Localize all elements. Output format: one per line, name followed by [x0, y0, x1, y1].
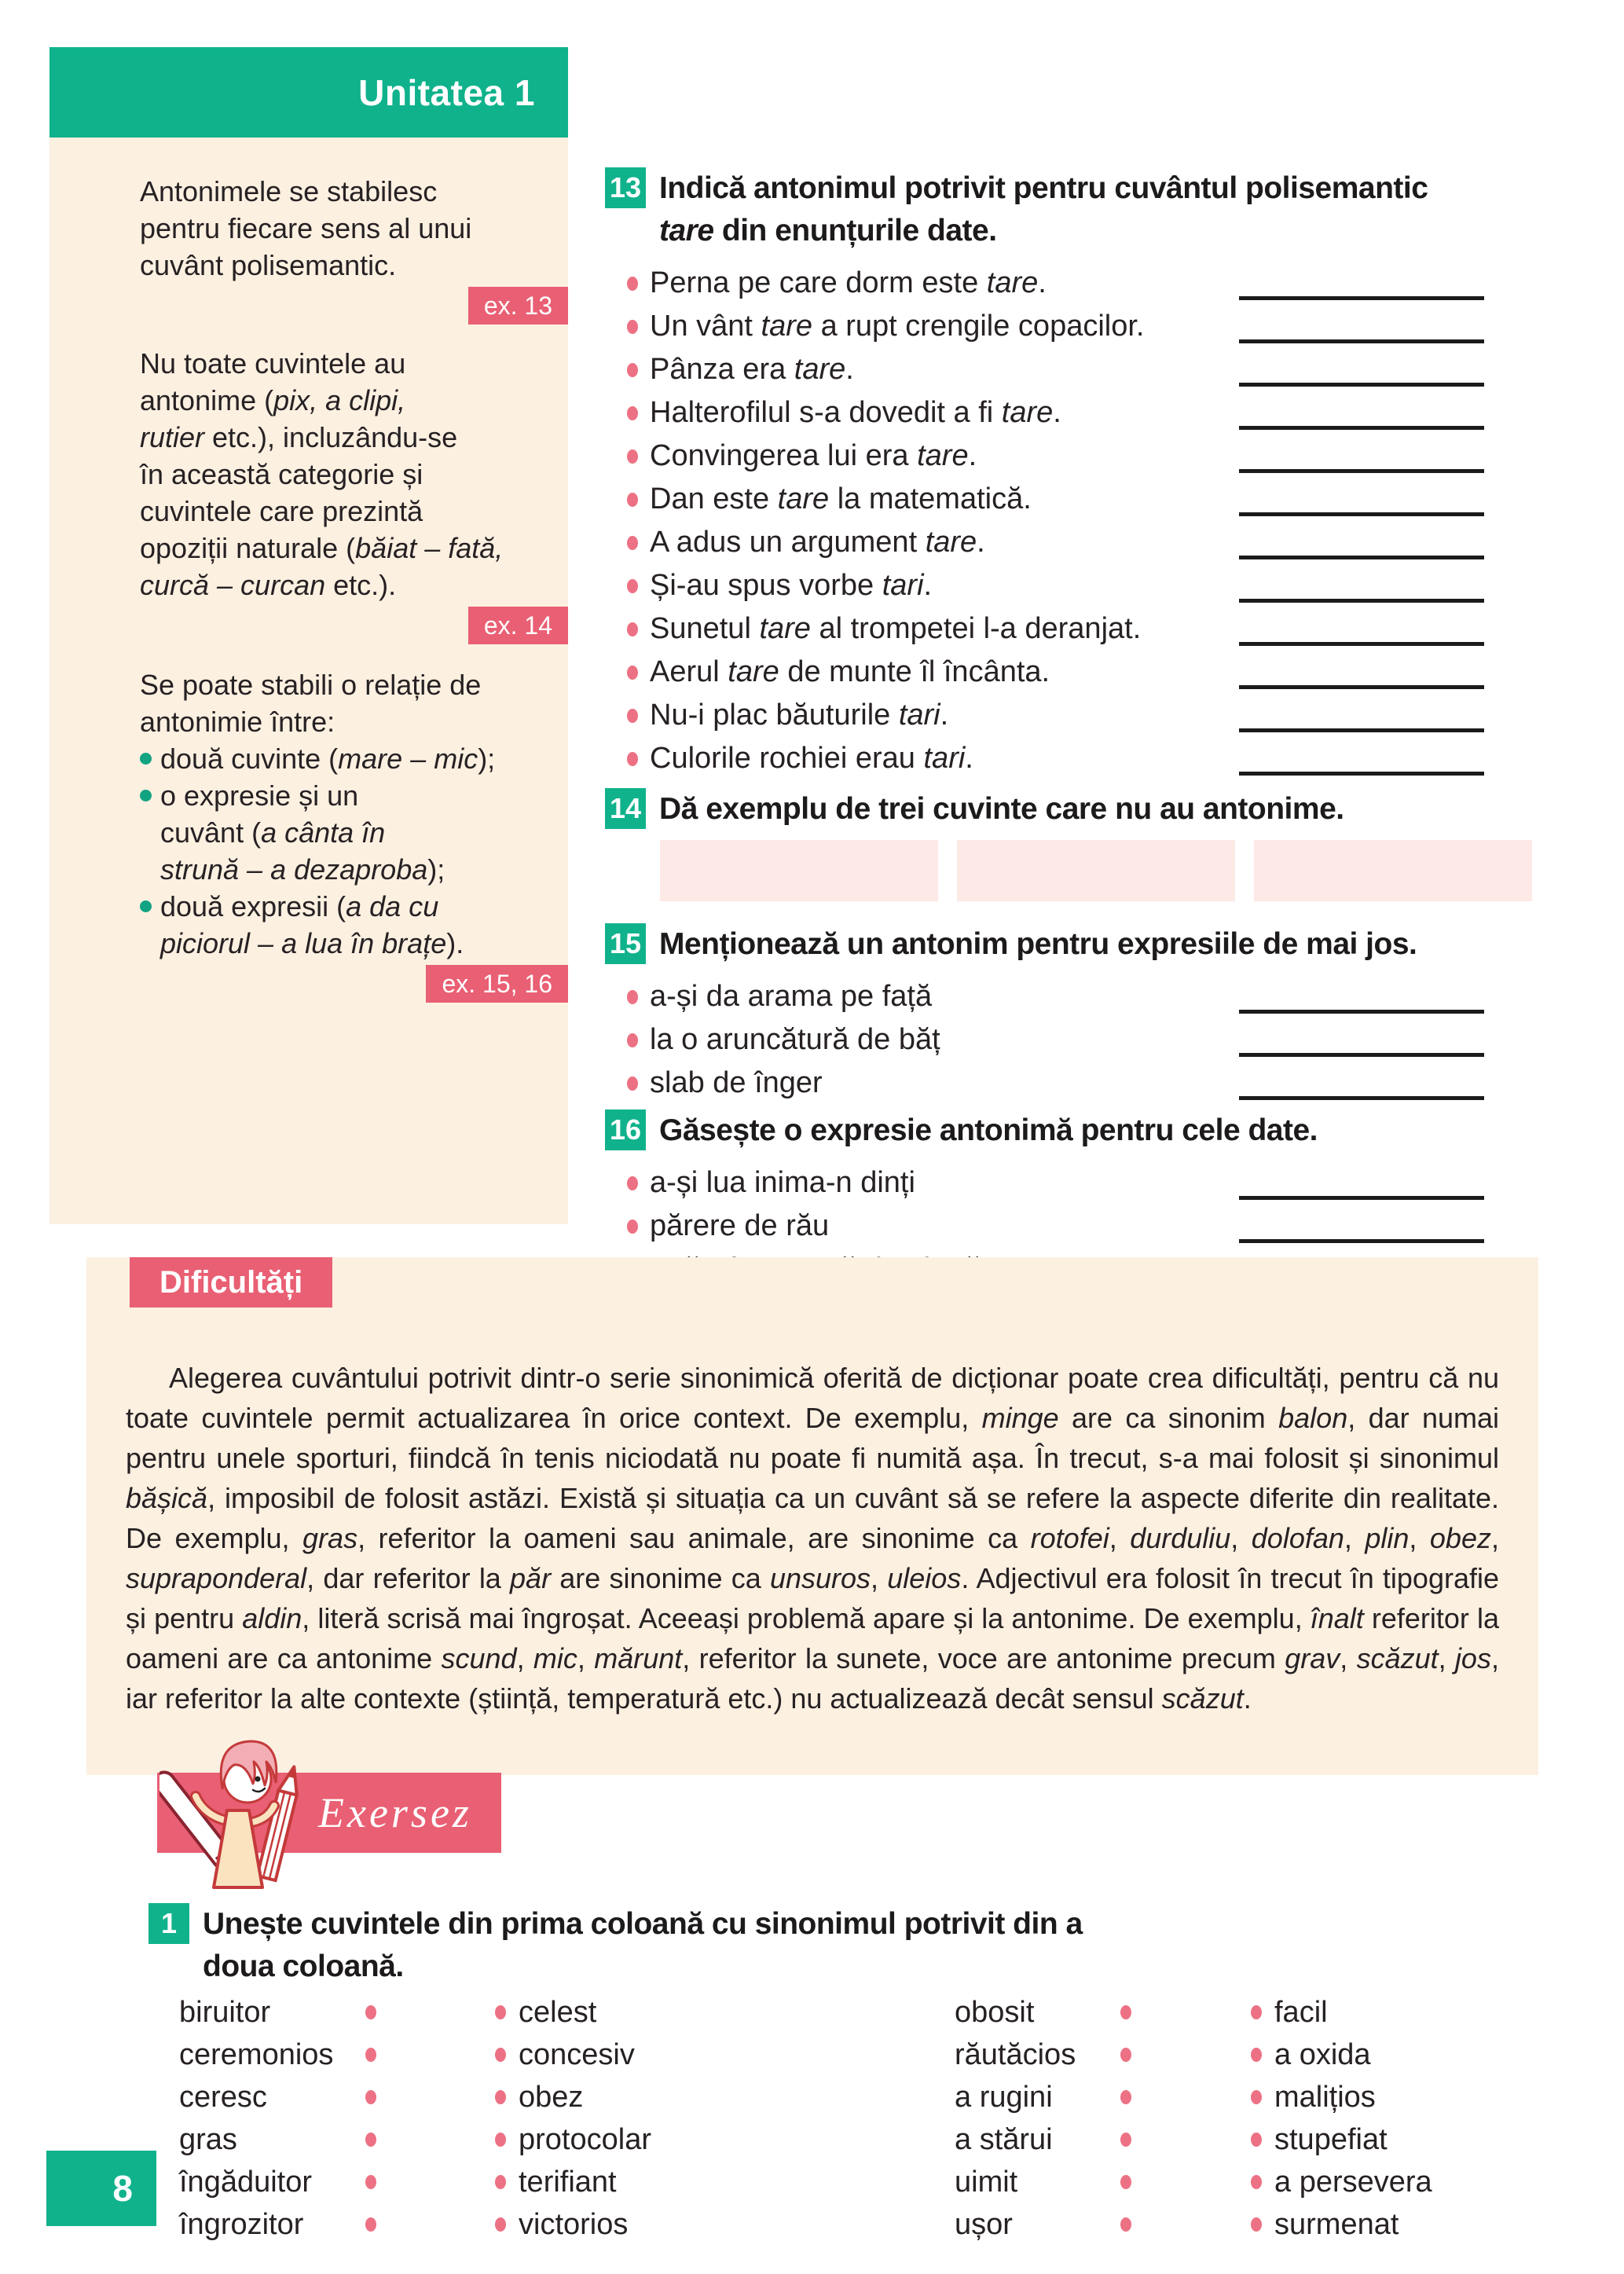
match-word: malițios [1274, 2080, 1376, 2114]
girl-with-pen-illustration [159, 1719, 317, 1898]
exercise-item: a-și da arama pe față [605, 975, 1571, 1018]
bullet-icon [627, 493, 638, 507]
answer-blank[interactable] [1239, 310, 1484, 343]
exersez-label: Exersez [318, 1789, 472, 1836]
exercise-item: Aerul tare de munte îl încânta. [605, 651, 1571, 694]
match-word: obosit [955, 1995, 1035, 2029]
connector-dot-icon[interactable] [1120, 2217, 1131, 2232]
theory-note: Nu toate cuvintele au antonime (pix, a clipi, rutier etc.), incluzându-se în această categorie și cuvintele care prezintă opoziții naturale (băiat – fată, curcă – curcan etc.). [140, 347, 504, 601]
match-dot-column [365, 1991, 376, 2246]
exercise-13-header [605, 167, 1571, 252]
exercise-item: Convingerea lui era tare. [605, 435, 1571, 478]
answer-blank[interactable] [1239, 397, 1484, 430]
exercise-item: A adus un argument tare. [605, 521, 1571, 564]
unit-title: Unitatea 1 [358, 72, 535, 113]
match-word: celest [519, 1995, 597, 2029]
answer-box[interactable] [957, 840, 1235, 901]
connector-dot-icon[interactable] [1251, 2048, 1262, 2062]
connector-dot-icon[interactable] [1120, 2090, 1131, 2104]
match-word: biruitor [179, 1995, 271, 2029]
exercise-14-header [605, 788, 1571, 831]
answer-box[interactable] [1254, 840, 1532, 901]
bullet-icon [627, 1220, 638, 1234]
connector-dot-icon[interactable] [365, 2133, 376, 2147]
connector-dot-icon[interactable] [1251, 2175, 1262, 2189]
exercise-title: Unește cuvintele din prima coloană cu sinonimul potrivit din a doua coloană. [203, 1907, 1083, 1983]
connector-dot-icon[interactable] [365, 2175, 376, 2189]
answer-blank[interactable] [1239, 440, 1484, 473]
answer-blank[interactable] [1239, 1024, 1484, 1057]
match-word: concesiv [519, 2037, 635, 2071]
match-word: îngăduitor [179, 2165, 313, 2199]
connector-dot-icon[interactable] [365, 2090, 376, 2104]
bullet-icon [627, 1076, 638, 1091]
exercise-item: Și-au spus vorbe tari. [605, 564, 1571, 607]
bullet-icon [627, 579, 638, 593]
match-word: îngrozitor [179, 2207, 304, 2241]
exercise-title: Dă exemplu de trei cuvinte care nu au antonime. [659, 792, 1344, 826]
bullet-icon [627, 449, 638, 464]
exercise-number-badge: 14 [605, 788, 646, 829]
match-word: ușor [955, 2207, 1013, 2241]
answer-blank[interactable] [1239, 1210, 1484, 1243]
answer-blank[interactable] [1239, 699, 1484, 732]
exercise-title: Menționează un antonim pentru expresiile de mai jos. [659, 927, 1417, 961]
match-word: victorios [519, 2207, 629, 2241]
exercise-item: Nu-i plac băuturile tari. [605, 694, 1571, 737]
match-word: a oxida [1274, 2037, 1371, 2071]
connector-dot-icon[interactable] [1120, 2048, 1131, 2062]
exercise-15-header [605, 923, 1571, 966]
match-word: terifiant [519, 2165, 617, 2199]
connector-dot-icon[interactable] [1120, 2133, 1131, 2147]
theory-note: Se poate stabili o relație de antonimie între: [140, 669, 482, 738]
connector-dot-icon[interactable] [1251, 2005, 1262, 2019]
answer-blank[interactable] [1239, 743, 1484, 776]
answer-blank[interactable] [1239, 981, 1484, 1014]
bullet-icon [627, 536, 638, 550]
answer-blank[interactable] [1239, 1167, 1484, 1200]
exercise-13-items [605, 262, 1571, 780]
match-word: a rugini [955, 2080, 1053, 2114]
difficulties-title-badge: Dificultăți [130, 1257, 332, 1308]
match-word-column [179, 1991, 333, 2246]
exercise-number-badge: 15 [605, 923, 646, 964]
exercise-ref-badge: ex. 14 [468, 607, 568, 644]
exercise-ref-badge: ex. 13 [468, 287, 568, 325]
exercise-1-header [148, 1903, 1575, 1988]
connector-dot-icon[interactable] [1120, 2005, 1131, 2019]
exercise-number-badge: 16 [605, 1109, 646, 1150]
exercise-number-badge: 13 [605, 167, 646, 208]
match-word: surmenat [1274, 2207, 1399, 2241]
match-dot-column [1120, 1991, 1131, 2246]
connector-dot-icon[interactable] [495, 2005, 506, 2019]
difficulties-text: Alegerea cuvântului potrivit dintr-o serie sinonimică oferită de dicționar poate crea dificultăți, pentru că nu toate cuvintele permit actualizarea în orice context. De exemplu, minge are ca sinonim balon, dar numai pentru unele sporturi, fiindcă în tenis niciodată nu poate fi numită așa. În trecut, s-a mai folosit și sinonimul bășică, imposibil de folosit astăzi. Există și situația ca un cuvânt să se refere la aspecte diferite din realitate. De exemplu, gras, referitor la oameni sau animale, are sinonime ca rotofei, durduliu, dolofan, plin, obez, supraponderal, dar referitor la păr are sinonime ca unsuros, uleios. Adjectivul era folosit în trecut în tipografie și pentru aldin, literă scrisă mai îngroșat. Aceeași problemă apare și la antonime. De exemplu, înalt referitor la oameni are ca antonime scund, mic, mărunt, referitor la sunete, voce are antonime precum grav, scăzut, jos, iar referitor la alte contexte (știință, temperatură etc.) nu actualizează decât sensul scăzut. [126, 1362, 1500, 1715]
match-word: a persevera [1274, 2165, 1432, 2199]
match-word-column [1274, 1991, 1432, 2246]
match-dot-column [495, 1991, 506, 2246]
connector-dot-icon[interactable] [1251, 2133, 1262, 2147]
exercise-item: slab de înger [605, 1062, 1571, 1105]
exercise-item: Un vânt tare a rupt crengile copacilor. [605, 305, 1571, 348]
answer-blank[interactable] [1239, 354, 1484, 387]
connector-dot-icon[interactable] [365, 2048, 376, 2062]
bullet-icon [140, 900, 152, 912]
connector-dot-icon[interactable] [365, 2005, 376, 2019]
match-word-column [955, 1991, 1076, 2246]
exercise-column [605, 167, 1571, 1291]
connector-dot-icon[interactable] [495, 2048, 506, 2062]
exercise-item: părere de rău [605, 1205, 1571, 1248]
match-word: facil [1274, 1995, 1328, 2029]
bullet-icon [627, 320, 638, 334]
bullet-icon [627, 990, 638, 1004]
connector-dot-icon[interactable] [495, 2133, 506, 2147]
match-word: gras [179, 2122, 237, 2156]
exercise-number-badge: 1 [148, 1903, 189, 1944]
bullet-icon [627, 277, 638, 291]
connector-dot-icon[interactable] [495, 2090, 506, 2104]
bullet-icon [140, 753, 152, 765]
answer-blank[interactable] [1239, 267, 1484, 300]
answer-blank[interactable] [1239, 1067, 1484, 1100]
bullet-icon [627, 1033, 638, 1047]
connector-dot-icon[interactable] [1120, 2175, 1131, 2189]
match-word: a stărui [955, 2122, 1053, 2156]
exercise-title: Găsește o expresie antonimă pentru cele date. [659, 1113, 1318, 1147]
connector-dot-icon[interactable] [365, 2217, 376, 2232]
list-item: două cuvinte (mare – mic); [140, 740, 549, 777]
exercise-item: a-și lua inima-n dinți [605, 1161, 1571, 1205]
connector-dot-icon[interactable] [495, 2217, 506, 2232]
exercise-15-items [605, 975, 1571, 1105]
bullet-icon [627, 666, 638, 680]
list-item: două expresii (a da cu piciorul – a lua în brațe). [140, 888, 549, 962]
theory-bullet-list [140, 740, 549, 962]
answer-blank[interactable] [1239, 526, 1484, 559]
connector-dot-icon[interactable] [495, 2175, 506, 2189]
bullet-icon [627, 709, 638, 723]
match-word: protocolar [519, 2122, 651, 2156]
exercise-ref-badge: ex. 15, 16 [426, 965, 568, 1003]
theory-note: Antonimele se stabilesc pentru fiecare sens al unui cuvânt polisemantic. [140, 175, 472, 281]
connector-dot-icon[interactable] [1251, 2217, 1262, 2232]
bullet-icon [627, 1176, 638, 1190]
match-word: obez [519, 2080, 584, 2114]
bullet-icon [140, 790, 152, 801]
bullet-icon [627, 752, 638, 766]
match-word: stupefiat [1274, 2122, 1388, 2156]
exercise-item: Halterofilul s-a dovedit a fi tare. [605, 391, 1571, 435]
matching-area [75, 1991, 1575, 2250]
match-word-column [519, 1991, 651, 2246]
answer-blank[interactable] [1239, 483, 1484, 516]
bullet-icon [627, 363, 638, 377]
page-number-badge [46, 2151, 156, 2226]
exercise-16-header [605, 1109, 1571, 1152]
bullet-icon [627, 622, 638, 636]
match-dot-column [1251, 1991, 1262, 2246]
match-word: ceremonios [179, 2037, 334, 2071]
answer-blank[interactable] [1239, 613, 1484, 646]
exercise-item: Sunetul tare al trompetei l-a deranjat. [605, 607, 1571, 651]
theory-sidebar [49, 138, 568, 1224]
exercise-item: Culorile rochiei erau tari. [605, 737, 1571, 780]
exercise-item: Pânza era tare. [605, 348, 1571, 391]
unit-header [49, 47, 568, 138]
answer-box[interactable] [660, 840, 938, 901]
page-number: 8 [112, 2168, 133, 2209]
connector-dot-icon[interactable] [1251, 2090, 1262, 2104]
exercise-14-answer-boxes [660, 840, 1532, 901]
exercise-item: Perna pe care dorm este tare. [605, 262, 1571, 305]
bullet-icon [627, 406, 638, 420]
exercise-1 [75, 1903, 1575, 2250]
exercise-item: la o aruncătură de băț [605, 1018, 1571, 1062]
match-word: ceresc [179, 2080, 267, 2114]
answer-blank[interactable] [1239, 570, 1484, 603]
exercise-item: Dan este tare la matematică. [605, 478, 1571, 521]
difficulties-panel [86, 1257, 1538, 1775]
exercise-title: Indică antonimul potrivit pentru cuvântul polisemantic tare din enunțurile date. [659, 171, 1428, 248]
match-word: răutăcios [955, 2037, 1076, 2071]
list-item: o expresie și un cuvânt (a cânta în strună – a dezaproba); [140, 777, 549, 888]
answer-blank[interactable] [1239, 656, 1484, 689]
match-word: uimit [955, 2165, 1018, 2199]
